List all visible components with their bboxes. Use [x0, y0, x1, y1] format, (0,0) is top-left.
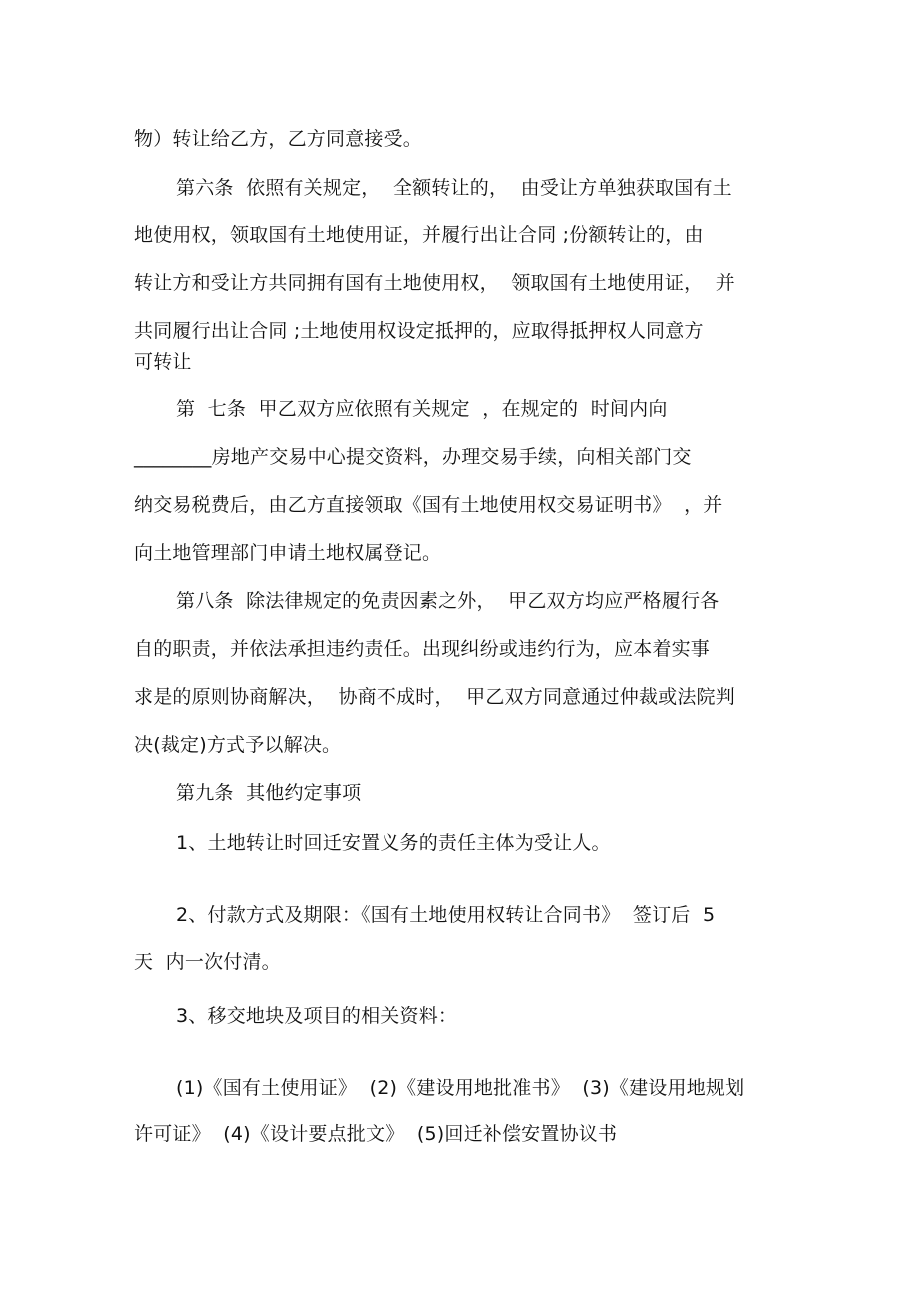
item-1: 1、土地转让时回迁安置义务的责任主体为受让人。 — [176, 832, 611, 854]
article-7-line-2: ________房地产交易中心提交资料，办理交易手续，向相关部门交 — [134, 446, 692, 468]
article-8-line-4: 决(裁定)方式予以解决。 — [134, 734, 342, 756]
article-8-line-1: 第八条 除法律规定的免责因素之外， 甲乙双方均应严格履行各 — [176, 590, 720, 612]
article-7-line-4: 向土地管理部门申请土地权属登记。 — [134, 542, 442, 564]
article-6-line-2: 地使用权，领取国有土地使用证，并履行出让合同 ;份额转让的，由 — [134, 224, 704, 246]
item-2-line-1: 2、付款方式及期限：《国有土地使用权转让合同书》 签订后 5 — [176, 904, 716, 926]
article-6-line-3: 转让方和受让方共同拥有国有土地使用权， 领取国有土地使用证， 并 — [134, 272, 735, 294]
article-9-heading: 第九条 其他约定事项 — [176, 782, 362, 804]
item-3: 3、移交地块及项目的相关资料： — [176, 1005, 458, 1027]
item-2-line-2: 天 内一次付清。 — [134, 951, 281, 973]
article-6-line-1: 第六条 依照有关规定， 全额转让的， 由受让方单独获取国有土 — [176, 177, 732, 199]
article-8-line-2: 自的职责，并依法承担违约责任。出现纠纷或违约行为，应本着实事 — [134, 638, 711, 660]
article-6-line-5: 可转让 — [134, 351, 192, 373]
article-6-line-4: 共同履行出让合同 ;土地使用权设定抵押的，应取得抵押权人同意方 — [134, 320, 704, 342]
article-7-line-3: 纳交易税费后，由乙方直接领取《国有土地使用权交易证明书》 ，并 — [134, 494, 723, 516]
article-7-line-1: 第 七条 甲乙双方应依照有关规定 ，在规定的 时间内向 — [176, 398, 668, 420]
article-8-line-3: 求是的原则协商解决， 协商不成时， 甲乙双方同意通过仲裁或法院判 — [134, 686, 735, 708]
item-3-documents-line-2: 许可证》 (4)《设计要点批文》 (5)回迁补偿安置协议书 — [134, 1123, 618, 1145]
item-3-documents-line-1: (1)《国有土使用证》 (2)《建设用地批准书》 (3)《建设用地规划 — [176, 1077, 745, 1099]
text-line-1: 物）转让给乙方，乙方同意接受。 — [134, 128, 423, 150]
